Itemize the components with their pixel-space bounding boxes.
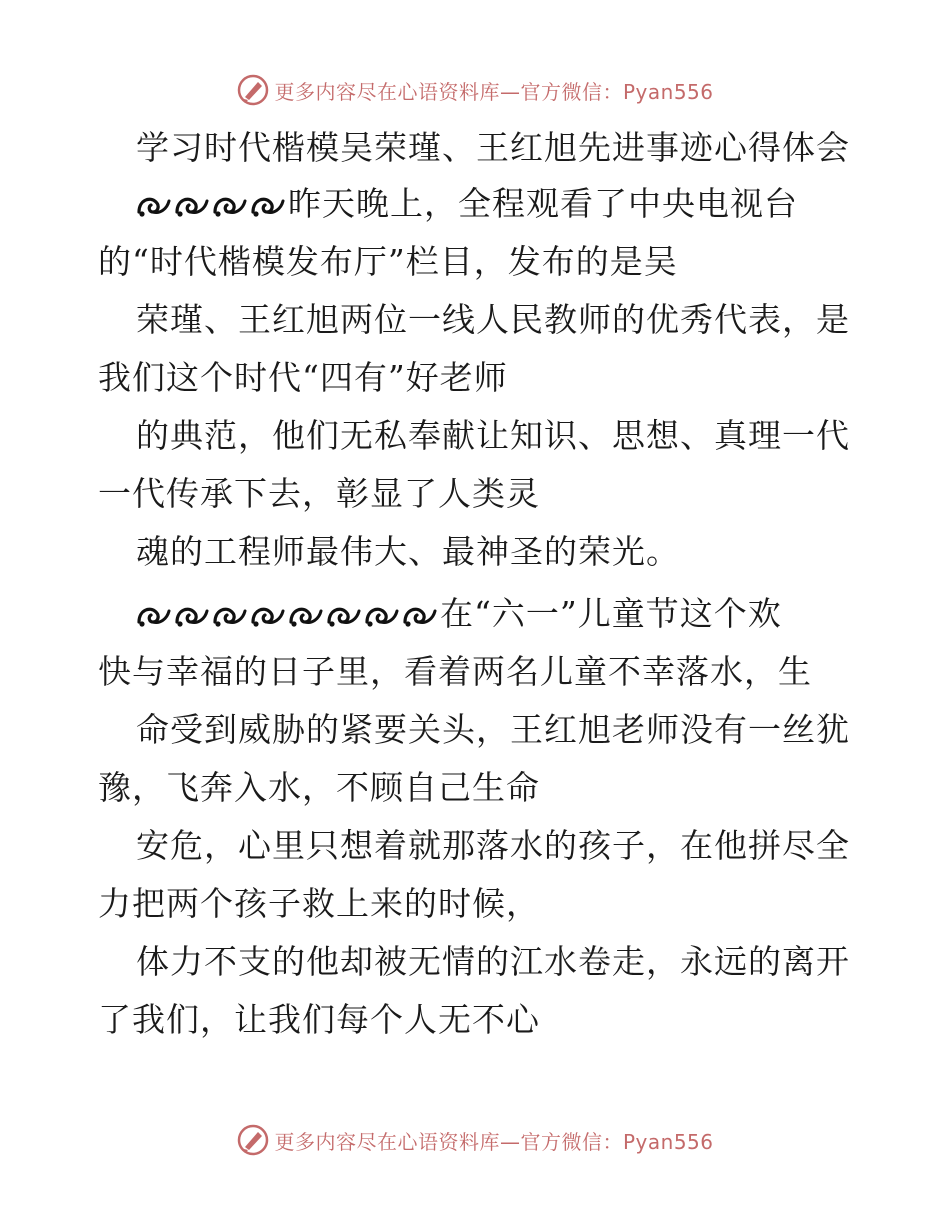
line-text: 昨天晚上，全程观看了中央电视台 — [288, 184, 798, 223]
ornament-icon — [250, 602, 286, 628]
paragraph-line: 命受到威胁的紧要关头，王红旭老师没有一丝犹 — [136, 710, 850, 749]
ornament-icon — [136, 192, 172, 218]
ornament-icon — [288, 602, 324, 628]
ornament-icon — [174, 602, 210, 628]
ornament-icon — [326, 602, 362, 628]
line-text: 在“六一”儿童节这个欢 — [440, 594, 782, 633]
banner-text — [274, 76, 713, 105]
pen-logo-icon — [236, 73, 270, 107]
banner-wechat-label: 官方微信： — [520, 79, 623, 104]
ornament-icon — [136, 602, 172, 628]
document-title: 学习时代楷模吴荣瑾、王红旭先进事迹心得体会 — [136, 128, 850, 167]
ornament-icon — [212, 602, 248, 628]
banner-site-name: 更多内容尽在心语资料库 — [274, 1129, 500, 1154]
paragraph-line: 魂的工程师最伟大、最神圣的荣光。 — [136, 532, 680, 571]
paragraph-line: 快与幸福的日子里，看着两名儿童不幸落水，生 — [98, 652, 812, 691]
paragraph-line — [136, 184, 798, 224]
paragraph-line — [136, 594, 782, 634]
header-banner — [0, 70, 950, 110]
paragraph-line: 的典范，他们无私奉献让知识、思想、真理一代 — [136, 416, 850, 455]
paragraph-line: 荣瑾、王红旭两位一线人民教师的优秀代表，是 — [136, 300, 850, 339]
paragraph-line: 安危，心里只想着就那落水的孩子，在他拼尽全 — [136, 826, 850, 865]
paragraph-line: 豫，飞奔入水，不顾自己生命 — [98, 768, 540, 807]
paragraph-line: 了我们，让我们每个人无不心 — [98, 1000, 540, 1039]
ornament-icon — [402, 602, 438, 628]
ornament-icon — [212, 192, 248, 218]
paragraph-line: 力把两个孩子救上来的时候， — [98, 884, 540, 923]
banner-wechat-id: Pyan556 — [622, 1129, 714, 1154]
pen-logo-icon — [236, 1123, 270, 1157]
paragraph-line: 体力不支的他却被无情的江水卷走，永远的离开 — [136, 942, 850, 981]
paragraph-line: 我们这个时代“四有”好老师 — [98, 358, 508, 397]
ornament-icon — [364, 602, 400, 628]
banner-separator: — — [499, 79, 521, 104]
ornament-icon — [250, 192, 286, 218]
footer-banner — [0, 1120, 950, 1160]
banner-wechat-id: Pyan556 — [622, 79, 714, 104]
banner-separator: — — [499, 1129, 521, 1154]
banner-text — [274, 1126, 713, 1155]
paragraph-line: 的“时代楷模发布厅”栏目，发布的是吴 — [98, 242, 678, 281]
paragraph-line: 一代传承下去，彰显了人类灵 — [98, 474, 540, 513]
banner-wechat-label: 官方微信： — [520, 1129, 623, 1154]
ornament-icon — [174, 192, 210, 218]
banner-site-name: 更多内容尽在心语资料库 — [274, 79, 500, 104]
